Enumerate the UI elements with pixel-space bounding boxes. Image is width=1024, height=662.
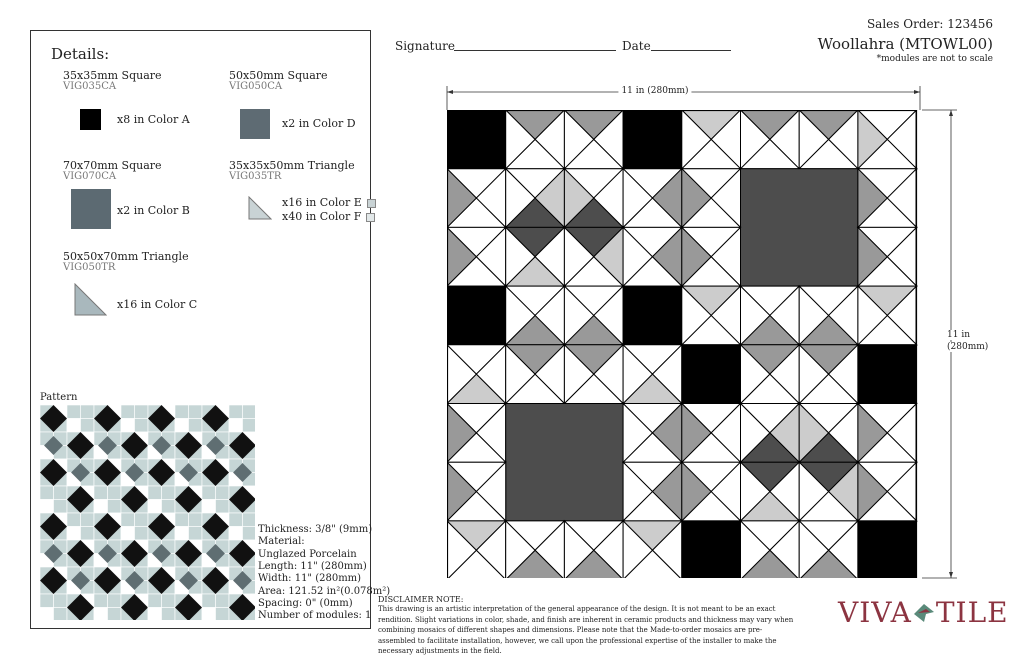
pattern-cell — [216, 500, 230, 514]
date-line[interactable] — [651, 50, 731, 51]
date-label: Date — [622, 39, 651, 53]
pattern-cell — [243, 405, 256, 419]
item-name: 35x35x50mm Triangle — [229, 159, 355, 172]
pattern-cell — [189, 419, 203, 433]
pattern-cell — [54, 594, 68, 608]
tile-module-drawing — [447, 110, 920, 578]
pattern-cell — [54, 500, 68, 514]
item-qty-text: x16 in Color E — [282, 196, 362, 209]
bird-icon — [912, 598, 936, 622]
pattern-cell — [121, 419, 135, 433]
item-code: VIG035TR — [229, 171, 282, 182]
pattern-cell — [54, 608, 68, 621]
pattern-cell — [216, 608, 230, 621]
pattern-cell — [243, 419, 256, 433]
pattern-cell — [148, 594, 162, 608]
swatch-color-a — [80, 109, 101, 130]
square-tile — [506, 404, 623, 521]
pattern-cell — [108, 594, 122, 608]
pattern-cell — [40, 500, 54, 514]
item-qty: x2 in Color D — [282, 117, 356, 130]
legend-color-e — [367, 199, 376, 208]
pattern-cell — [162, 608, 176, 621]
height-dimension-line2: (280mm) — [947, 342, 989, 352]
scale-note: *modules are not to scale — [876, 54, 993, 64]
pattern-cell — [67, 513, 81, 527]
item-code: VIG050CA — [229, 81, 283, 92]
pattern-cell — [216, 486, 230, 500]
pattern-cell — [108, 500, 122, 514]
item-code: VIG070CA — [63, 171, 117, 182]
pattern-cell — [189, 527, 203, 541]
pattern-cell — [216, 594, 230, 608]
pattern-cell — [94, 486, 108, 500]
spec-line: Area: 121.52 in²(0.078m²) — [258, 585, 391, 597]
pattern-cell — [162, 486, 176, 500]
pattern-cell — [202, 608, 216, 621]
swatch-color-d — [240, 109, 270, 139]
pattern-cell — [121, 405, 135, 419]
pattern-cell — [81, 527, 95, 541]
item-qty: x8 in Color A — [117, 113, 190, 126]
details-title: Details: — [51, 45, 110, 63]
spec-line: Unglazed Porcelain — [258, 548, 357, 560]
pattern-cell — [108, 608, 122, 621]
spec-line: Width: 11" (280mm) — [258, 573, 362, 585]
item-name: 70x70mm Square — [63, 159, 162, 172]
pattern-cell — [108, 486, 122, 500]
spec-line: Spacing: 0" (0mm) — [258, 597, 353, 609]
pattern-preview — [40, 405, 255, 620]
pattern-cell — [243, 527, 256, 541]
pattern-cell — [175, 527, 189, 541]
logo-word-viva: VIVA — [838, 596, 912, 629]
square-tile — [682, 345, 741, 404]
pattern-cell — [94, 594, 108, 608]
pattern-cell — [67, 527, 81, 541]
square-tile — [623, 110, 682, 169]
spec-line: Thickness: 3/8" (9mm) — [258, 524, 373, 535]
pattern-cell — [121, 527, 135, 541]
spec-line: Number of modules: 1 — [258, 610, 372, 622]
item-name: 50x50x70mm Triangle — [63, 250, 189, 263]
item-qty: x2 in Color B — [117, 204, 190, 217]
sales-order: Sales Order: 123456 — [866, 17, 993, 31]
square-tile — [623, 286, 682, 345]
item-qty — [282, 210, 375, 223]
item-name: 35x35mm Square — [63, 69, 162, 82]
signature-line[interactable] — [454, 50, 616, 51]
pattern-cell — [229, 419, 243, 433]
pattern-cell — [40, 486, 54, 500]
spec-line: Material: — [258, 536, 305, 548]
pattern-cell — [243, 513, 256, 527]
item-qty-text: x40 in Color F — [282, 210, 362, 223]
pattern-cell — [202, 500, 216, 514]
product-name: Woollahra (MTOWL00) — [817, 35, 993, 53]
triangle-swatch-color-e — [248, 196, 272, 220]
item-qty — [282, 196, 376, 209]
logo-word-tile: TILE — [935, 596, 1009, 629]
item-code: VIG050TR — [63, 262, 116, 273]
width-dimension: 11 in (280mm) — [618, 86, 691, 96]
square-tile — [682, 521, 741, 578]
pattern-cell — [81, 419, 95, 433]
disclaimer-title: DISCLAIMER NOTE: — [378, 595, 464, 604]
square-tile — [447, 110, 506, 169]
pattern-cell — [81, 513, 95, 527]
square-tile — [741, 169, 858, 286]
swatch-color-b — [71, 189, 111, 229]
pattern-cell — [229, 513, 243, 527]
legend-color-f — [366, 213, 375, 222]
pattern-label: Pattern — [40, 392, 78, 403]
pattern-cell — [135, 419, 149, 433]
pattern-cell — [175, 419, 189, 433]
pattern-cell — [229, 405, 243, 419]
pattern-cell — [162, 500, 176, 514]
pattern-cell — [135, 527, 149, 541]
pattern-cell — [162, 594, 176, 608]
pattern-cell — [175, 513, 189, 527]
pattern-cell — [135, 405, 149, 419]
item-code: VIG035CA — [63, 81, 117, 92]
pattern-cell — [189, 513, 203, 527]
pattern-cell — [202, 594, 216, 608]
pattern-cell — [148, 500, 162, 514]
pattern-cell — [189, 405, 203, 419]
pattern-cell — [81, 405, 95, 419]
pattern-cell — [175, 405, 189, 419]
disclaimer-body: This drawing is an artistic interpretation of the general appearance of the design. It is not meant to be an exact rendition. Slight variations in color, shade, and finish are inherent in ceramic products and thickness may vary when combining mosaics of different shapes and dimensions. Please note that the Made-to-order mosaics are pre-assembled to facilitate installation, however, we call upon the professional expertise of the installer to make the necessary adjustments in the field. — [378, 605, 794, 655]
pattern-cell — [135, 513, 149, 527]
pattern-cell — [67, 405, 81, 419]
pattern-cell — [67, 419, 81, 433]
pattern-cell — [94, 500, 108, 514]
triangle-swatch-color-c — [74, 283, 107, 316]
pattern-cell — [54, 486, 68, 500]
pattern-cell — [148, 608, 162, 621]
pattern-cell — [40, 608, 54, 621]
item-qty: x16 in Color C — [117, 298, 198, 311]
spec-line: Length: 11" (280mm) — [258, 560, 367, 572]
pattern-cell — [229, 527, 243, 541]
pattern-cell — [94, 608, 108, 621]
item-name: 50x50mm Square — [229, 69, 328, 82]
viva-tile-logo — [838, 596, 1009, 629]
square-tile — [447, 286, 506, 345]
signature-label: Signature — [395, 39, 456, 53]
pattern-cell — [148, 486, 162, 500]
pattern-cell — [202, 486, 216, 500]
pattern-cell — [121, 513, 135, 527]
height-dimension-line1: 11 in — [947, 330, 970, 340]
pattern-cell — [40, 594, 54, 608]
square-tile — [858, 345, 917, 404]
square-tile — [858, 521, 917, 578]
